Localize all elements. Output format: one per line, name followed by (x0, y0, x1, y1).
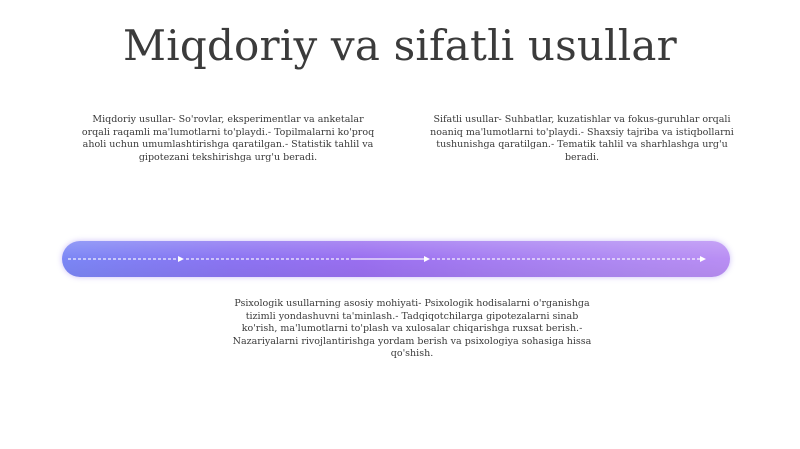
slide-title: Miqdoriy va sifatli usullar (123, 21, 677, 70)
arrow-right-icon (700, 256, 706, 262)
psychological-methods-essence-text: Psixologik usullarning asosiy mohiyati- Psixologik hodisalarni o'rganishga tizimli yondashuvni ta'minlash.- Tadqiqotchilarga gipotezalarni sinab ko'rish, ma'lumotlarni to'plash va xulosalar chiqarishga ruxsat berish.- Nazariyalarni rivojlantirishga yordam berish va psixologiya sohasiga hissa qo'shish. (232, 298, 592, 359)
arrow-right-icon (178, 256, 184, 262)
arrow-right-icon (424, 256, 430, 262)
timeline-arrows (62, 241, 730, 277)
qualitative-methods-text: Sifatli usullar- Suhbatlar, kuzatishlar va fokus-guruhlar orqali noaniq ma'lumotlarni to'playdi.- Shaxsiy tajriba va istiqbollarni tushunishga qaratilgan.- Tematik tahlil va sharhlashga urg'u beradi. (430, 114, 734, 163)
timeline-bar (62, 241, 730, 277)
quantitative-methods-text: Miqdoriy usullar- So'rovlar, eksperimentlar va anketalar orqali raqamli ma'lumotlarni to'playdi.- Topilmalarni ko'proq aholi uchun umumlashtirishga qaratilgan.- Statistik tahlil va gipotezani tekshirishga urg'u beradi. (81, 114, 375, 163)
